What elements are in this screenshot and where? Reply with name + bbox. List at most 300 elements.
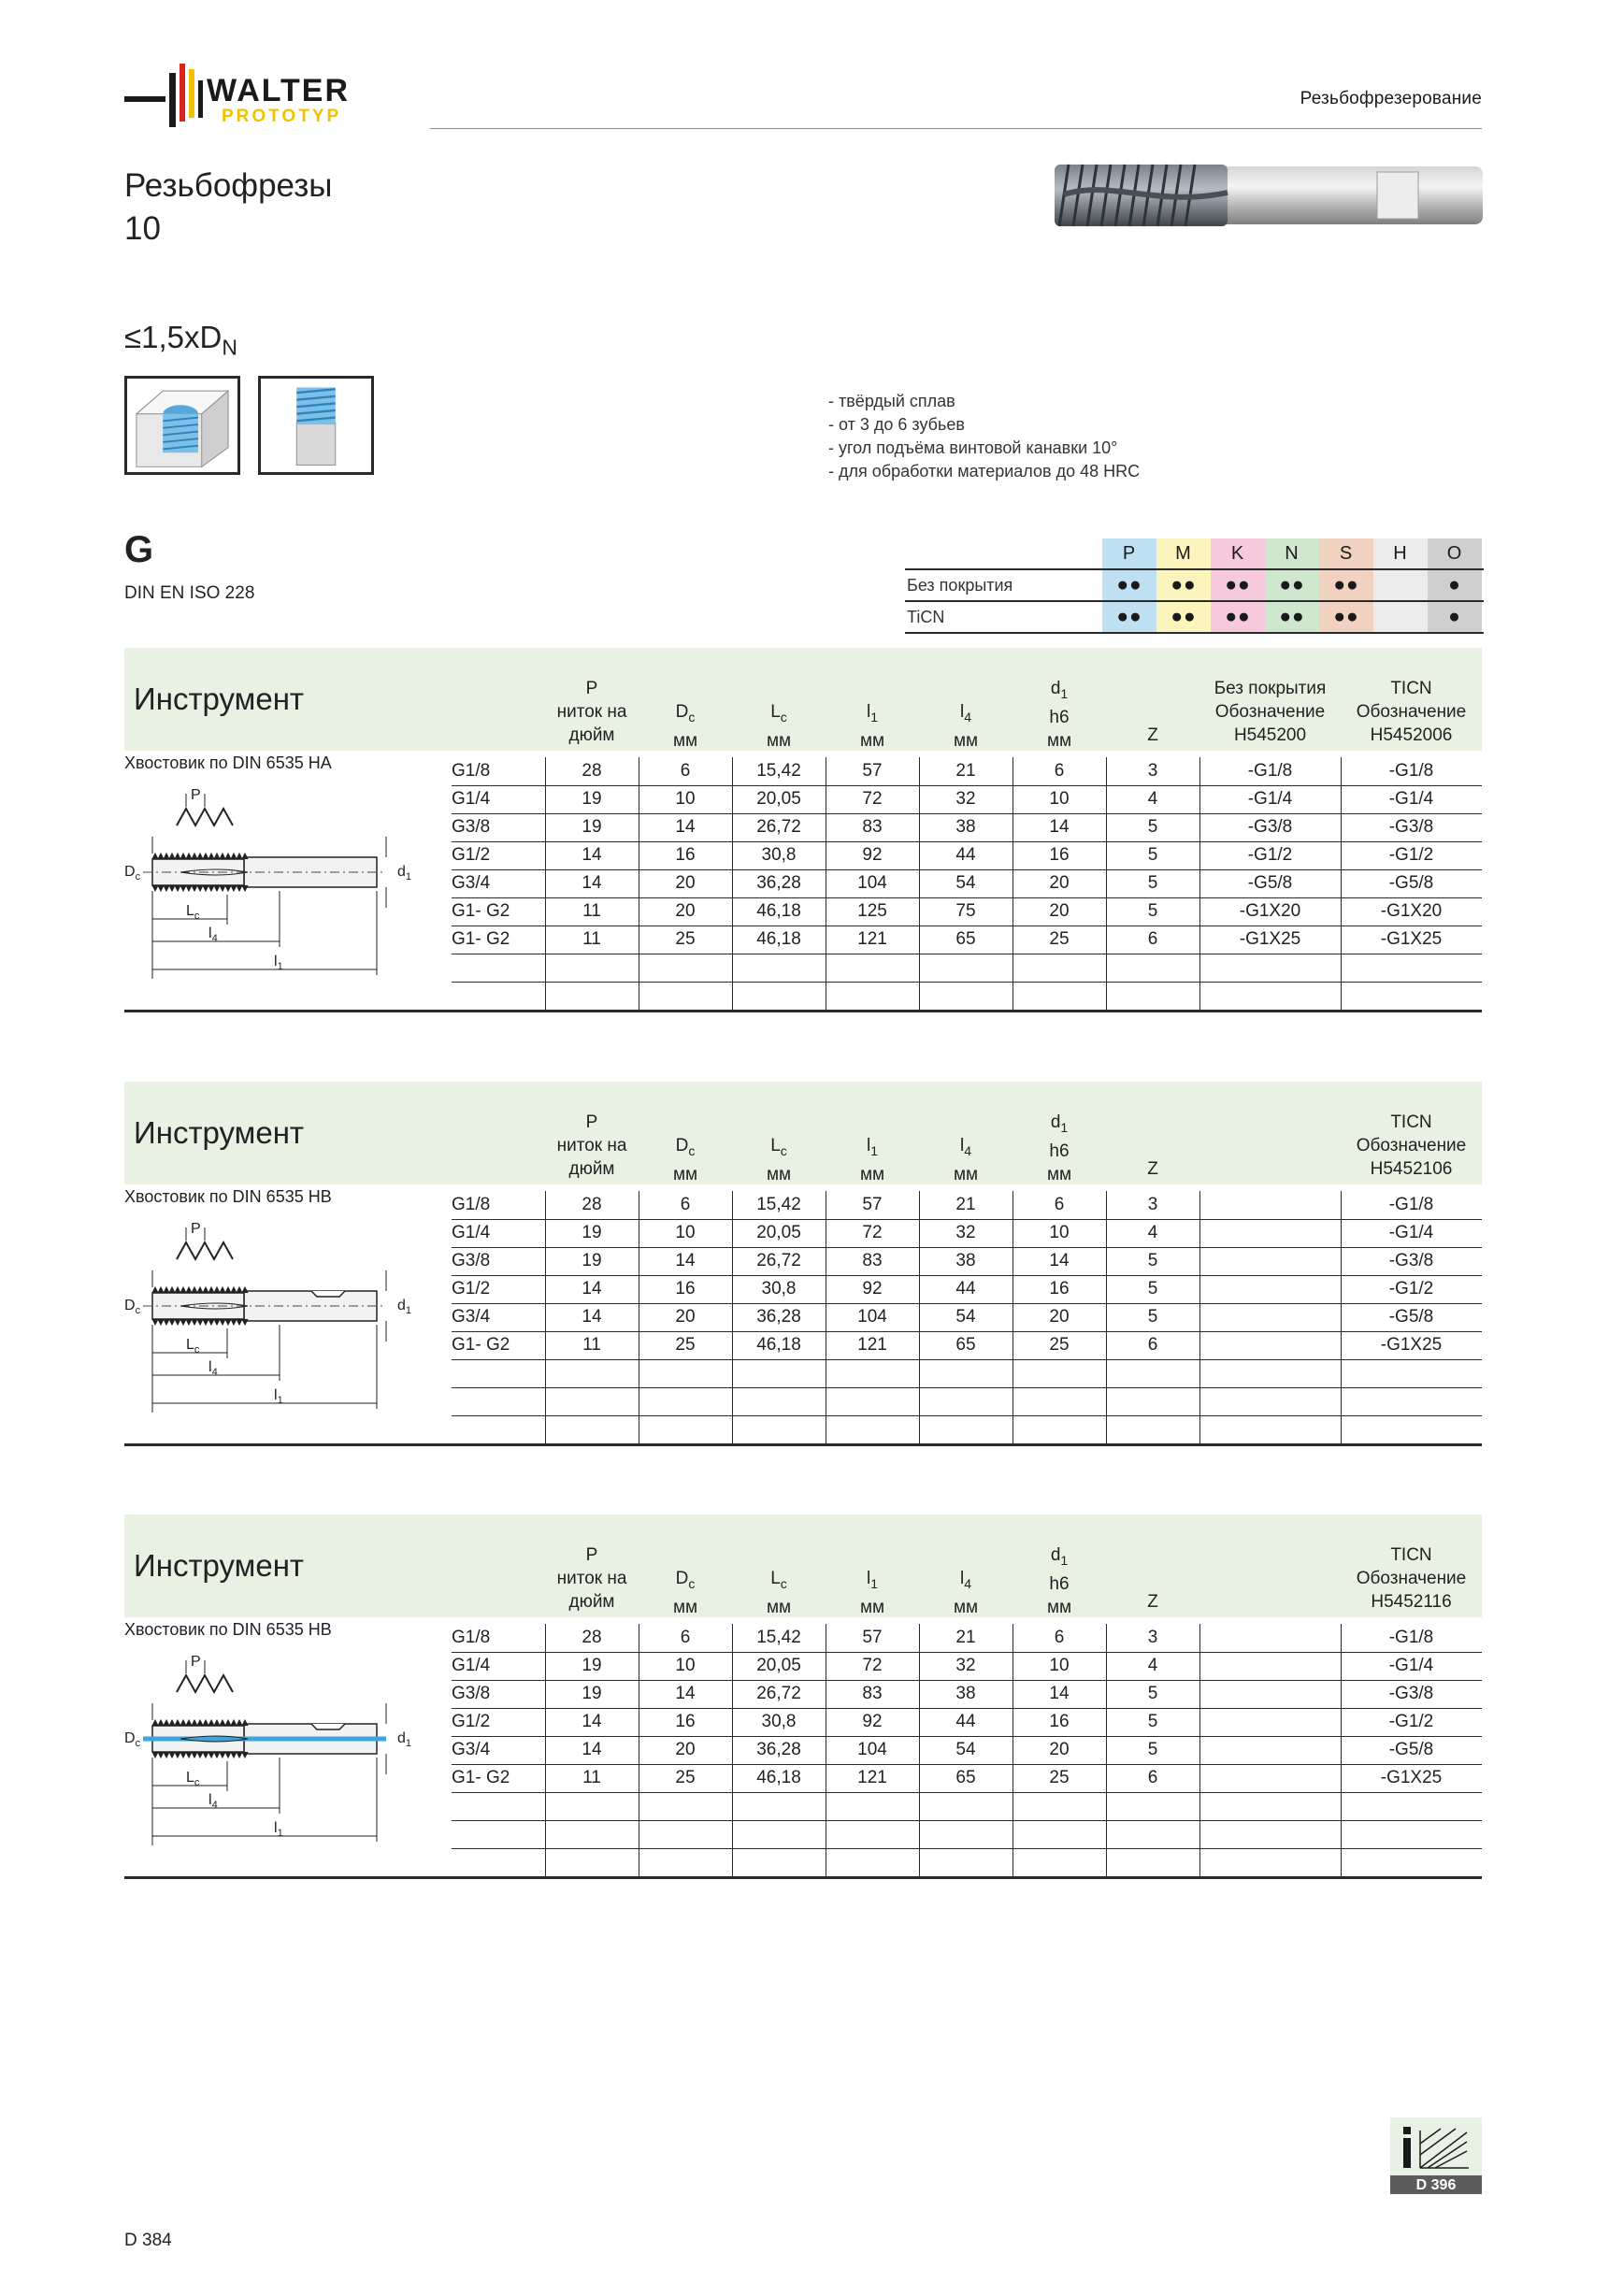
table-row bbox=[452, 841, 1482, 870]
table-cell: 4 bbox=[1147, 1656, 1158, 1675]
table-cell: 65 bbox=[955, 1335, 976, 1355]
table-cell bbox=[1013, 1359, 1106, 1387]
column-divider bbox=[732, 757, 733, 1010]
table-cell bbox=[1106, 954, 1199, 982]
column-divider bbox=[545, 1624, 546, 1876]
table-cell: -G5/8 bbox=[1247, 873, 1293, 893]
table-cell: 14 bbox=[1049, 1684, 1070, 1703]
table-cell: 125 bbox=[857, 901, 887, 921]
header-symbol: l bbox=[866, 1136, 871, 1155]
table-cell: 20 bbox=[1049, 873, 1070, 893]
table-cell: 14 bbox=[582, 1712, 602, 1731]
header-line: мм bbox=[859, 1164, 885, 1184]
table-cell: 21 bbox=[955, 1628, 976, 1647]
suitability-mark: ●● bbox=[1102, 602, 1156, 632]
table-cell: -G3/8 bbox=[1388, 817, 1434, 837]
table-row bbox=[452, 1359, 1482, 1388]
table-cell bbox=[639, 954, 732, 982]
table-cell bbox=[545, 1359, 639, 1387]
table-row bbox=[452, 1820, 1482, 1849]
table-cell bbox=[1341, 1415, 1482, 1443]
thread-size: G3/4 bbox=[452, 1307, 491, 1327]
table-cell: 16 bbox=[675, 1712, 696, 1731]
header-line: мм bbox=[766, 730, 792, 751]
table-cell bbox=[732, 1415, 826, 1443]
header-symbol: D bbox=[675, 1569, 689, 1588]
table-cell: 21 bbox=[955, 761, 976, 781]
table-cell: -G1/4 bbox=[1388, 789, 1434, 809]
thread-size bbox=[452, 1820, 545, 1848]
header-subscript: 4 bbox=[964, 1575, 972, 1591]
table-cell: 72 bbox=[862, 789, 883, 809]
thread-size: G1/4 bbox=[452, 789, 491, 809]
header-l4 bbox=[919, 700, 1013, 753]
table-cell: 5 bbox=[1147, 1307, 1158, 1327]
table-row bbox=[452, 954, 1482, 983]
column-divider bbox=[545, 757, 546, 1010]
header-subscript: c bbox=[688, 1575, 696, 1591]
header-symbol: l bbox=[959, 1569, 965, 1588]
table-cell: -G1/2 bbox=[1388, 1279, 1434, 1299]
header-line bbox=[826, 1134, 919, 1163]
header-line: мм bbox=[1046, 730, 1072, 751]
table-cell: 6 bbox=[680, 1628, 691, 1647]
material-group-n: N bbox=[1265, 538, 1319, 568]
header-subscript: 1 bbox=[870, 709, 879, 725]
table-cell: 11 bbox=[582, 929, 601, 949]
thread-size: G1/8 bbox=[452, 1628, 491, 1647]
header-line: H5452006 bbox=[1370, 725, 1453, 745]
thread-size: G1- G2 bbox=[452, 1335, 510, 1355]
header-line: ниток на bbox=[556, 702, 627, 722]
header-symbol: d bbox=[1050, 1112, 1061, 1132]
header-subscript: c bbox=[780, 1142, 787, 1158]
table-cell: 5 bbox=[1147, 817, 1158, 837]
header-threads-per-inch bbox=[545, 677, 639, 747]
material-group-m: M bbox=[1156, 538, 1211, 568]
table-cell bbox=[1341, 1820, 1482, 1848]
walter-prototyp-logo bbox=[124, 60, 405, 135]
header-symbol: D bbox=[675, 1136, 689, 1155]
table-cell: 6 bbox=[1147, 929, 1158, 949]
table-cell: 57 bbox=[862, 1195, 883, 1214]
header-line bbox=[919, 700, 1013, 729]
table-cell: -G1/4 bbox=[1388, 1223, 1434, 1242]
suitability-mark: ●● bbox=[1211, 570, 1265, 600]
shank-flat bbox=[311, 1724, 345, 1729]
suitability-mark: ●● bbox=[1265, 602, 1319, 632]
table-cell: 36,28 bbox=[756, 1740, 801, 1759]
table-cell: -G1/8 bbox=[1388, 761, 1434, 781]
title-line-2: 10 bbox=[124, 210, 161, 247]
table-cell: 46,18 bbox=[756, 901, 801, 921]
table-cell bbox=[732, 1820, 826, 1848]
material-group-s: S bbox=[1319, 538, 1373, 568]
d1-label: $d_1$ bbox=[397, 1298, 412, 1316]
header-symbol: d bbox=[1050, 679, 1061, 698]
material-group-k: K bbox=[1211, 538, 1265, 568]
shank-drawing bbox=[124, 1645, 452, 1870]
table-cell: 36,28 bbox=[756, 1307, 801, 1327]
table-cell: -G1X25 bbox=[1380, 1768, 1443, 1787]
table-cell bbox=[1199, 1708, 1341, 1736]
table-cell bbox=[1106, 1848, 1199, 1876]
lc-label: $L_c$ bbox=[186, 903, 200, 922]
header-symbol: L bbox=[770, 702, 781, 722]
table-cell: -G1/2 bbox=[1388, 1712, 1434, 1731]
table-cell bbox=[1013, 1792, 1106, 1820]
column-divider bbox=[1341, 1624, 1342, 1876]
table-cell: -G3/8 bbox=[1388, 1251, 1434, 1270]
table-cell: -G1/8 bbox=[1388, 1628, 1434, 1647]
feature-item: - от 3 до 6 зубьев bbox=[828, 415, 965, 434]
table-cell bbox=[1341, 1792, 1482, 1820]
column-divider bbox=[1341, 757, 1342, 1010]
table-cell: 92 bbox=[862, 1712, 883, 1731]
table-cell bbox=[1199, 1303, 1341, 1331]
header-line: мм bbox=[672, 1164, 698, 1184]
table-cell: 30,8 bbox=[761, 845, 797, 865]
table-cell: -G1/4 bbox=[1247, 789, 1293, 809]
shank-flat bbox=[311, 1291, 345, 1297]
lc-label: $L_c$ bbox=[186, 1770, 200, 1788]
table-cell: 30,8 bbox=[761, 1279, 797, 1299]
table-cell: 14 bbox=[675, 817, 696, 837]
table-cell bbox=[1199, 1331, 1341, 1359]
table-cell: 20 bbox=[675, 1307, 696, 1327]
table-cell: 5 bbox=[1147, 1712, 1158, 1731]
thread-size bbox=[452, 1848, 545, 1876]
header-threads-per-inch bbox=[545, 1111, 639, 1181]
suitability-mark: ● bbox=[1428, 602, 1482, 632]
table-cell: 6 bbox=[1147, 1768, 1158, 1787]
l4-label: $l_4$ bbox=[208, 1792, 218, 1811]
table-row bbox=[452, 897, 1482, 926]
table-cell bbox=[639, 1792, 732, 1820]
header-dc bbox=[639, 1134, 732, 1186]
material-group-h: H bbox=[1373, 538, 1428, 568]
table-title: Инструмент bbox=[134, 682, 305, 716]
table-cell: 10 bbox=[1049, 1223, 1070, 1242]
column-divider bbox=[919, 1191, 920, 1443]
table-cell bbox=[826, 982, 919, 1010]
table-cell: -G1X25 bbox=[1380, 929, 1443, 949]
suitability-mark: ●● bbox=[1211, 602, 1265, 632]
table-cell: 14 bbox=[675, 1251, 696, 1270]
table-cell: 19 bbox=[582, 789, 602, 809]
table-cell: 38 bbox=[955, 1684, 976, 1703]
header-threads-per-inch bbox=[545, 1543, 639, 1614]
table-cell bbox=[1199, 1848, 1341, 1876]
table-cell bbox=[826, 1820, 919, 1848]
table-cell bbox=[732, 1387, 826, 1415]
table-cell: 25 bbox=[1049, 1768, 1070, 1787]
table-cell: 25 bbox=[675, 1335, 696, 1355]
page-title bbox=[124, 165, 332, 251]
header-line: дюйм bbox=[568, 725, 615, 745]
table-cell bbox=[1199, 1247, 1341, 1275]
header-line bbox=[919, 1134, 1013, 1163]
table-cell bbox=[919, 954, 1013, 982]
material-group-o: O bbox=[1428, 538, 1482, 568]
table-row bbox=[452, 1387, 1482, 1416]
table-cell: 57 bbox=[862, 1628, 883, 1647]
header-designation-2 bbox=[1341, 1111, 1482, 1181]
header-line: Обозначение bbox=[1356, 1569, 1467, 1588]
table-cell bbox=[639, 1820, 732, 1848]
header-line bbox=[1013, 1543, 1106, 1572]
table-cell: 14 bbox=[582, 873, 602, 893]
table-cell: 11 bbox=[582, 1335, 601, 1355]
table-cell: -G3/8 bbox=[1388, 1684, 1434, 1703]
table-cell: 10 bbox=[675, 1656, 696, 1675]
table-bottom-rule bbox=[124, 1876, 1482, 1879]
table-cell: 28 bbox=[582, 1628, 602, 1647]
thread-size: G1- G2 bbox=[452, 1768, 510, 1787]
column-divider bbox=[1106, 757, 1107, 1010]
table-cell: -G1/8 bbox=[1247, 761, 1293, 781]
table-cell bbox=[1341, 1387, 1482, 1415]
table-cell bbox=[1199, 1275, 1341, 1303]
table-cell: 26,72 bbox=[756, 1251, 801, 1270]
table-cell bbox=[826, 1415, 919, 1443]
table-cell: 72 bbox=[862, 1223, 883, 1242]
table-cell bbox=[919, 982, 1013, 1010]
thread-size bbox=[452, 1387, 545, 1415]
header-line bbox=[1013, 1111, 1106, 1140]
table-cell: 54 bbox=[955, 873, 976, 893]
feature-item: - твёрдый сплав bbox=[828, 392, 955, 410]
table-cell: 32 bbox=[955, 1223, 976, 1242]
table-row bbox=[452, 1275, 1482, 1304]
suitability-mark: ●● bbox=[1156, 602, 1211, 632]
table-cell bbox=[1341, 982, 1482, 1010]
table-row bbox=[452, 1652, 1482, 1681]
table-cell: 15,42 bbox=[756, 761, 801, 781]
table-cell: -G5/8 bbox=[1388, 1307, 1434, 1327]
header-subscript: c bbox=[688, 1142, 696, 1158]
table-cell: 121 bbox=[857, 929, 887, 949]
table-row bbox=[452, 1680, 1482, 1709]
header-line: Обозначение bbox=[1356, 702, 1467, 722]
table-cell: 25 bbox=[1049, 929, 1070, 949]
table-cell: 4 bbox=[1147, 1223, 1158, 1242]
header-line: Z bbox=[1147, 1159, 1158, 1179]
l1-label: $l_1$ bbox=[274, 1387, 283, 1406]
thread-standard-letter: G bbox=[124, 529, 154, 570]
header-l4 bbox=[919, 1567, 1013, 1619]
table-cell bbox=[1013, 954, 1106, 982]
suitability-mark: ●● bbox=[1319, 602, 1373, 632]
table-cell: -G1/8 bbox=[1388, 1195, 1434, 1214]
table-cell: 30,8 bbox=[761, 1712, 797, 1731]
header-line: мм bbox=[953, 730, 979, 751]
header-subscript: 1 bbox=[1060, 1119, 1069, 1135]
table-cell: 6 bbox=[1054, 1628, 1065, 1647]
thread-size: G1/8 bbox=[452, 761, 491, 781]
header-l1 bbox=[826, 1134, 919, 1186]
table-cell bbox=[919, 1387, 1013, 1415]
header-l1 bbox=[826, 1567, 919, 1619]
dc-label: $D_c$ bbox=[124, 864, 141, 883]
table-cell: 54 bbox=[955, 1307, 976, 1327]
table-row bbox=[452, 1415, 1482, 1444]
lc-label: $L_c$ bbox=[186, 1337, 200, 1356]
suitability-mark bbox=[1373, 602, 1428, 632]
table-header-band bbox=[124, 648, 1482, 751]
table-title: Инструмент bbox=[134, 1548, 305, 1583]
material-group-header bbox=[905, 538, 1484, 568]
header-line: Обозначение bbox=[1214, 702, 1326, 722]
table-cell: -G1X20 bbox=[1380, 901, 1443, 921]
suitability-mark bbox=[1373, 570, 1428, 600]
title-line-1: Резьбофрезы bbox=[124, 167, 333, 204]
table-cell: 83 bbox=[862, 1251, 883, 1270]
coating-label: Без покрытия bbox=[907, 575, 1013, 595]
table-cell: 83 bbox=[862, 1684, 883, 1703]
table-cell bbox=[1106, 982, 1199, 1010]
table-cell bbox=[1199, 1191, 1341, 1219]
shank-type-label: Хвостовик по DIN 6535 HB bbox=[124, 1620, 332, 1639]
table-cell bbox=[732, 1848, 826, 1876]
header-line: мм bbox=[672, 730, 698, 751]
thread-size bbox=[452, 1792, 545, 1820]
threaded-hole-icon bbox=[124, 376, 240, 475]
table-cell bbox=[826, 1359, 919, 1387]
table-cell: 10 bbox=[675, 1223, 696, 1242]
table-cell: 15,42 bbox=[756, 1195, 801, 1214]
table-cell: 44 bbox=[955, 1712, 976, 1731]
pitch-label: P bbox=[191, 1221, 201, 1237]
table-cell: 20 bbox=[675, 901, 696, 921]
pitch-label: P bbox=[191, 1654, 201, 1670]
table-cell: 19 bbox=[582, 817, 602, 837]
table-cell bbox=[1106, 1820, 1199, 1848]
table-cell bbox=[826, 1792, 919, 1820]
table-cell bbox=[1013, 1415, 1106, 1443]
header-dc bbox=[639, 1567, 732, 1619]
table-title: Инструмент bbox=[134, 1115, 305, 1150]
header-line: мм bbox=[859, 1597, 885, 1617]
table-cell bbox=[639, 1359, 732, 1387]
info-reference-badge[interactable] bbox=[1390, 2117, 1482, 2194]
table-cell: 28 bbox=[582, 761, 602, 781]
table-cell: 65 bbox=[955, 929, 976, 949]
header-symbol: l bbox=[866, 1569, 871, 1588]
header-line: Z bbox=[1147, 725, 1158, 745]
table-cell: 6 bbox=[1147, 1335, 1158, 1355]
table-row bbox=[452, 1219, 1482, 1248]
table-cell: 20 bbox=[675, 1740, 696, 1759]
header-line: ниток на bbox=[556, 1136, 627, 1155]
table-row bbox=[452, 757, 1482, 786]
table-cell: 46,18 bbox=[756, 929, 801, 949]
column-divider bbox=[1199, 1624, 1200, 1876]
thread-size: G1/2 bbox=[452, 1712, 491, 1731]
table-cell bbox=[545, 1820, 639, 1848]
column-divider bbox=[1106, 1624, 1107, 1876]
table-cell: 10 bbox=[1049, 789, 1070, 809]
table-cell bbox=[545, 1387, 639, 1415]
table-cell: 72 bbox=[862, 1656, 883, 1675]
shank-type-label: Хвостовик по DIN 6535 HB bbox=[124, 1187, 332, 1206]
table-cell: 46,18 bbox=[756, 1768, 801, 1787]
table-cell bbox=[732, 954, 826, 982]
header-symbol: d bbox=[1050, 1545, 1061, 1565]
table-row bbox=[452, 1624, 1482, 1653]
table-cell bbox=[919, 1359, 1013, 1387]
thread-size bbox=[452, 982, 545, 1010]
d1-label: $d_1$ bbox=[397, 1730, 412, 1749]
table-cell bbox=[545, 954, 639, 982]
thread-size: G3/8 bbox=[452, 1684, 491, 1703]
table-cell: 6 bbox=[680, 761, 691, 781]
header-line: h6 bbox=[1049, 707, 1070, 727]
table-cell: 75 bbox=[955, 901, 976, 921]
table-cell: 121 bbox=[857, 1768, 887, 1787]
table-cell: -G3/8 bbox=[1247, 817, 1293, 837]
l4-label: $l_4$ bbox=[208, 926, 218, 944]
table-cell: 25 bbox=[675, 1768, 696, 1787]
table-cell: 6 bbox=[1054, 1195, 1065, 1214]
header-line bbox=[732, 700, 826, 729]
material-header-spacer bbox=[905, 538, 1102, 568]
thread-size: G1/8 bbox=[452, 1195, 491, 1214]
header-designation-2 bbox=[1341, 677, 1482, 747]
table-cell: -G1/2 bbox=[1247, 845, 1293, 865]
header-subscript: 1 bbox=[1060, 685, 1069, 701]
feature-item: - для обработки материалов до 48 HRC bbox=[828, 462, 1141, 481]
table-row bbox=[452, 1792, 1482, 1821]
table-cell bbox=[1199, 1415, 1341, 1443]
table-cell: 5 bbox=[1147, 1740, 1158, 1759]
header-z bbox=[1106, 1157, 1199, 1181]
table-cell: 44 bbox=[955, 845, 976, 865]
header-line: мм bbox=[1046, 1597, 1072, 1617]
header-line bbox=[639, 1567, 732, 1596]
header-subscript: c bbox=[780, 709, 787, 725]
header-line: Обозначение bbox=[1356, 1136, 1467, 1155]
table-cell bbox=[1199, 1680, 1341, 1708]
table-cell: 20 bbox=[1049, 901, 1070, 921]
table-cell bbox=[545, 1415, 639, 1443]
table-cell: 65 bbox=[955, 1768, 976, 1787]
header-line: H545200 bbox=[1233, 725, 1307, 745]
column-divider bbox=[732, 1624, 733, 1876]
header-line: H5452106 bbox=[1370, 1159, 1453, 1179]
table-cell: 6 bbox=[680, 1195, 691, 1214]
table-row bbox=[452, 1764, 1482, 1793]
header-d1 bbox=[1013, 1543, 1106, 1619]
material-coating-row bbox=[905, 568, 1484, 602]
table-cell bbox=[1199, 1359, 1341, 1387]
table-cell: 14 bbox=[1049, 817, 1070, 837]
table-row bbox=[452, 1848, 1482, 1877]
header-symbol: D bbox=[675, 702, 689, 722]
table-cell: 19 bbox=[582, 1251, 602, 1270]
table-cell: 28 bbox=[582, 1195, 602, 1214]
header-line bbox=[732, 1567, 826, 1596]
table-cell bbox=[1106, 1792, 1199, 1820]
table-cell bbox=[1199, 1219, 1341, 1247]
thread-profile-icon bbox=[177, 809, 233, 825]
feature-item: - угол подъёма винтовой канавки 10° bbox=[828, 438, 1118, 457]
table-cell: 104 bbox=[857, 1307, 887, 1327]
table-cell: 19 bbox=[582, 1223, 602, 1242]
table-cell bbox=[1106, 1359, 1199, 1387]
header-z bbox=[1106, 1590, 1199, 1614]
table-cell bbox=[826, 954, 919, 982]
